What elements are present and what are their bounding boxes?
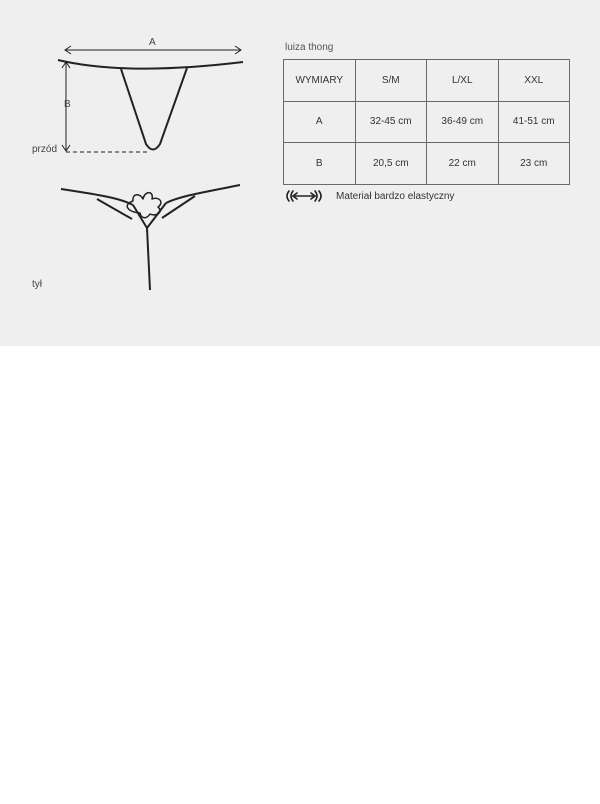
size-table [283,59,570,185]
table-row [284,101,570,143]
dimension-b-arrow [62,62,150,152]
header-cell: XXL [498,60,570,102]
label-back: tył [32,279,42,290]
label-b: B [64,99,71,110]
table-cell: B [284,143,356,185]
front-view-drawing [58,60,243,150]
table-cell: 36-49 cm [427,101,499,143]
table-cell: 41-51 cm [498,101,570,143]
label-front: przód [32,144,58,155]
table-cell: 20,5 cm [355,143,427,185]
table-header-row [284,60,570,102]
back-view-drawing [61,185,240,290]
table-cell: 23 cm [498,143,570,185]
elasticity-legend [284,190,454,202]
label-a: A [149,37,156,48]
stretch-arrows-icon [284,190,324,202]
table-cell: 22 cm [427,143,499,185]
product-title: luiza thong [285,42,334,53]
table-row [284,143,570,185]
legend-text: Materiał bardzo elastyczny [336,190,455,202]
size-chart-panel [0,0,600,346]
header-cell: L/XL [427,60,499,102]
header-cell: S/M [355,60,427,102]
table-cell: A [284,101,356,143]
header-cell: WYMIARY [284,60,356,102]
table-cell: 32-45 cm [355,101,427,143]
